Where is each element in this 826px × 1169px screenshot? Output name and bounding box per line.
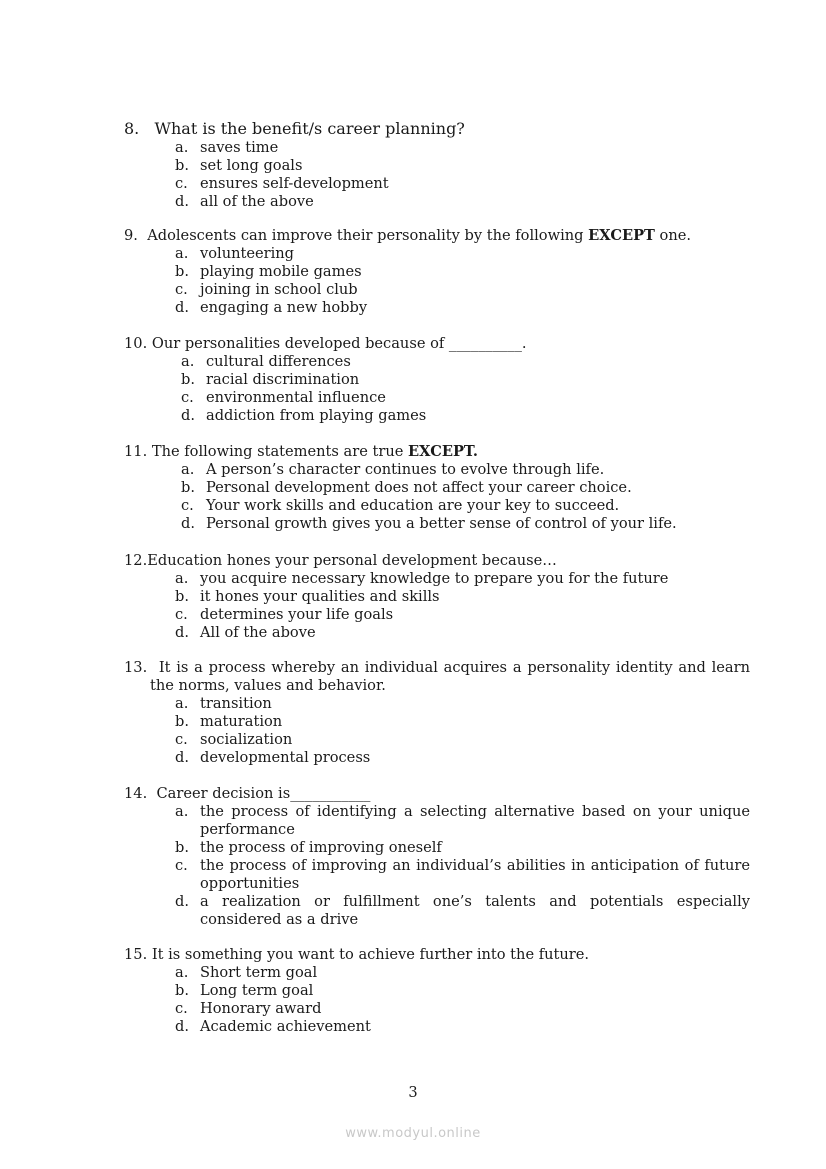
options-list <box>175 803 750 929</box>
option-a <box>175 695 750 713</box>
option-letter: a. <box>175 803 189 820</box>
question-13 <box>124 659 750 767</box>
option-text: racial discrimination <box>206 371 360 388</box>
option-letter: c. <box>181 389 194 406</box>
question-14 <box>124 785 750 929</box>
option-letter: b. <box>175 263 189 280</box>
question-text: What is the benefit/s career planning? <box>154 119 465 138</box>
option-letter: a. <box>175 139 189 156</box>
option-a <box>175 803 750 839</box>
options-list <box>175 570 750 642</box>
question-9 <box>124 227 750 317</box>
option-letter: a. <box>175 964 189 981</box>
option-letter: d. <box>175 624 189 641</box>
option-text: Academic achievement <box>200 1018 371 1035</box>
question-text: Career decision is___________ <box>156 785 371 802</box>
question-number: 13. <box>124 659 148 676</box>
option-b <box>181 479 750 497</box>
options-list <box>175 964 750 1036</box>
question-stem <box>124 785 750 803</box>
option-text: socialization <box>200 731 293 748</box>
option-a <box>175 570 750 588</box>
option-b <box>175 982 750 1000</box>
option-d <box>175 1018 750 1036</box>
option-letter: b. <box>175 982 189 999</box>
options-list <box>181 353 750 425</box>
option-a <box>181 461 750 479</box>
question-number: 15. <box>124 946 148 963</box>
question-stem <box>124 335 750 353</box>
question-emphasis: EXCEPT. <box>408 443 478 460</box>
option-d <box>181 515 750 533</box>
option-d <box>175 624 750 642</box>
option-text: playing mobile games <box>200 263 362 280</box>
option-letter: c. <box>175 1000 188 1017</box>
option-letter: d. <box>175 893 189 910</box>
option-c <box>175 175 750 193</box>
option-a <box>181 353 750 371</box>
question-stem <box>124 946 750 964</box>
option-letter: d. <box>181 515 195 532</box>
option-text: volunteering <box>200 245 295 262</box>
options-list <box>175 245 750 317</box>
question-text: The following statements are true <box>151 443 409 460</box>
option-text: determines your life goals <box>200 606 394 623</box>
option-b <box>175 157 750 175</box>
option-text: Personal growth gives you a better sense of control of your life. <box>206 515 677 532</box>
question-number: 9. <box>124 227 138 244</box>
option-letter: d. <box>175 749 189 766</box>
question-stem <box>124 659 750 695</box>
option-text: developmental process <box>200 749 371 766</box>
option-text: All of the above <box>200 624 316 641</box>
option-letter: b. <box>175 588 189 605</box>
option-letter: c. <box>181 497 194 514</box>
option-c <box>175 281 750 299</box>
option-text: transition <box>200 695 272 712</box>
option-letter: a. <box>175 695 189 712</box>
option-letter: b. <box>175 713 189 730</box>
option-c <box>175 1000 750 1018</box>
option-b <box>175 588 750 606</box>
option-b <box>181 371 750 389</box>
option-text: Long term goal <box>200 982 314 999</box>
options-list <box>181 461 750 533</box>
option-c <box>175 606 750 624</box>
watermark: www.modyul.online <box>345 1126 481 1141</box>
question-15 <box>124 946 750 1036</box>
option-d <box>175 299 750 317</box>
option-text: saves time <box>200 139 279 156</box>
question-stem <box>124 552 750 570</box>
question-stem <box>124 227 750 245</box>
option-text: the process of identifying a selecting alternative based on your unique performance <box>200 803 750 838</box>
option-text: Personal development does not affect your career choice. <box>206 479 632 496</box>
option-text: Your work skills and education are your key to succeed. <box>206 497 620 514</box>
option-text: it hones your qualities and skills <box>200 588 440 605</box>
option-a <box>175 964 750 982</box>
question-stem <box>124 443 750 461</box>
question-10 <box>124 335 750 425</box>
option-text: cultural differences <box>206 353 351 370</box>
question-12 <box>124 552 750 642</box>
option-letter: a. <box>181 461 195 478</box>
option-letter: d. <box>175 1018 189 1035</box>
question-number: 12. <box>124 552 148 569</box>
option-text: the process of improving an individual’s abilities in anticipation of future opportunities <box>200 857 750 892</box>
option-text: joining in school club <box>200 281 358 298</box>
option-a <box>175 139 750 157</box>
page-number: 3 <box>408 1084 418 1101</box>
option-c <box>181 389 750 407</box>
question-text: It is a process whereby an individual acquires a personality identity and learn the norms, values and behavior. <box>150 659 750 694</box>
option-letter: b. <box>175 839 189 856</box>
option-letter: b. <box>175 157 189 174</box>
option-d <box>175 749 750 767</box>
option-text: Honorary award <box>200 1000 322 1017</box>
question-emphasis: EXCEPT <box>588 227 655 244</box>
option-text: a realization or fulfillment one’s talents and potentials especially considered as a drive <box>200 893 750 928</box>
option-letter: b. <box>181 371 195 388</box>
option-text: addiction from playing games <box>206 407 427 424</box>
option-c <box>175 857 750 893</box>
option-text: set long goals <box>200 157 303 174</box>
question-stem <box>124 119 750 139</box>
question-text: Adolescents can improve their personality by the following <box>147 227 589 244</box>
option-letter: c. <box>175 731 188 748</box>
option-c <box>175 731 750 749</box>
option-letter: c. <box>175 857 188 874</box>
option-text: all of the above <box>200 193 314 210</box>
question-number: 14. <box>124 785 148 802</box>
question-text: Education hones your personal development because… <box>147 552 557 569</box>
option-text: A person’s character continues to evolve through life. <box>206 461 605 478</box>
option-text: Short term goal <box>200 964 318 981</box>
option-text: ensures self-development <box>200 175 389 192</box>
question-number: 11. <box>124 443 148 460</box>
option-text: you acquire necessary knowledge to prepare you for the future <box>200 570 669 587</box>
option-b <box>175 713 750 731</box>
option-a <box>175 245 750 263</box>
options-list <box>175 695 750 767</box>
option-d <box>175 193 750 211</box>
option-c <box>181 497 750 515</box>
question-8 <box>124 119 750 211</box>
option-letter: c. <box>175 606 188 623</box>
option-text: the process of improving oneself <box>200 839 442 856</box>
question-11 <box>124 443 750 533</box>
option-b <box>175 263 750 281</box>
question-number: 8. <box>124 119 140 138</box>
option-letter: c. <box>175 175 188 192</box>
options-list <box>175 139 750 211</box>
option-b <box>175 839 750 857</box>
option-text: engaging a new hobby <box>200 299 368 316</box>
option-d <box>181 407 750 425</box>
option-letter: c. <box>175 281 188 298</box>
question-text: It is something you want to achieve further into the future. <box>151 946 590 963</box>
option-letter: d. <box>175 193 189 210</box>
option-letter: b. <box>181 479 195 496</box>
option-d <box>175 893 750 929</box>
question-number: 10. <box>124 335 148 352</box>
option-letter: a. <box>175 245 189 262</box>
option-letter: a. <box>175 570 189 587</box>
option-letter: a. <box>181 353 195 370</box>
option-text: maturation <box>200 713 283 730</box>
question-text: Our personalities developed because of __________. <box>151 335 527 352</box>
option-text: environmental influence <box>206 389 386 406</box>
option-letter: d. <box>181 407 195 424</box>
option-letter: d. <box>175 299 189 316</box>
question-text-after: one. <box>654 227 692 244</box>
